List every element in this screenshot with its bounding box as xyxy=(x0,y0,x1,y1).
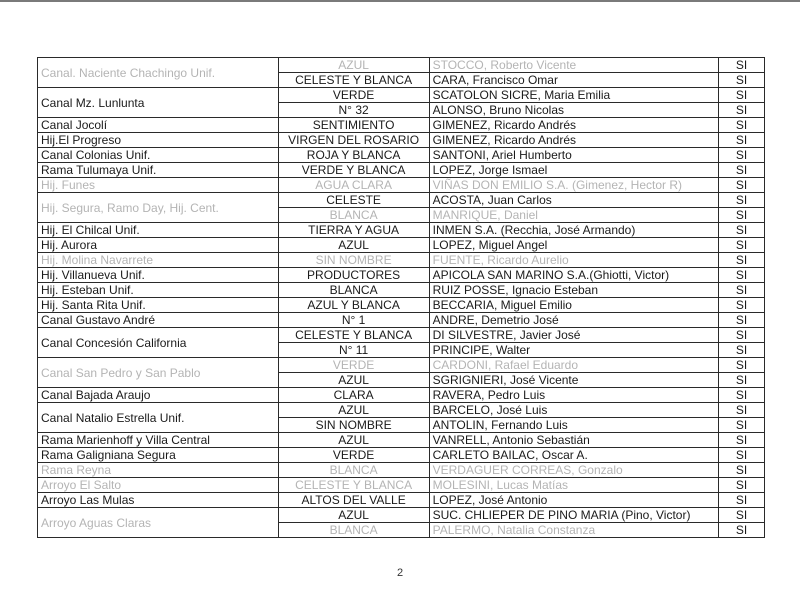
canal-name-cell: Arroyo El Salto xyxy=(38,478,279,493)
color-name-cell: BLANCA xyxy=(278,463,429,478)
canal-name-cell: Canal. Naciente Chachingo Unif. xyxy=(38,58,279,88)
table-row xyxy=(38,133,765,148)
table-row xyxy=(38,253,765,268)
table-row xyxy=(38,463,765,478)
table-row xyxy=(38,193,765,208)
approval-flag-cell: SI xyxy=(719,298,765,313)
approval-flag-cell: SI xyxy=(719,358,765,373)
approval-flag-cell: SI xyxy=(719,118,765,133)
table-row xyxy=(38,508,765,523)
approval-flag-cell: SI xyxy=(719,163,765,178)
color-name-cell: BLANCA xyxy=(278,208,429,223)
canal-name-cell: Hij. Aurora xyxy=(38,238,279,253)
canal-name-cell: Hij. Molina Navarrete xyxy=(38,253,279,268)
table-row xyxy=(38,433,765,448)
canal-name-cell: Canal Jocolí xyxy=(38,118,279,133)
owner-name-cell: ACOSTA, Juan Carlos xyxy=(429,193,719,208)
table-row xyxy=(38,283,765,298)
table-row xyxy=(38,118,765,133)
page-top-rule xyxy=(0,0,800,2)
approval-flag-cell: SI xyxy=(719,223,765,238)
approval-flag-cell: SI xyxy=(719,478,765,493)
color-name-cell: N° 1 xyxy=(278,313,429,328)
canal-name-cell: Rama Tulumaya Unif. xyxy=(38,163,279,178)
approval-flag-cell: SI xyxy=(719,253,765,268)
table-row xyxy=(38,88,765,103)
table-row xyxy=(38,313,765,328)
canal-name-cell: Hij. Segura, Ramo Day, Hij. Cent. xyxy=(38,193,279,223)
owner-name-cell: ALONSO, Bruno Nicolas xyxy=(429,103,719,118)
owner-name-cell: GIMENEZ, Ricardo Andrés xyxy=(429,118,719,133)
color-name-cell: CELESTE Y BLANCA xyxy=(278,328,429,343)
table-row xyxy=(38,268,765,283)
owner-name-cell: MOLESINI, Lucas Matías xyxy=(429,478,719,493)
table-row xyxy=(38,328,765,343)
approval-flag-cell: SI xyxy=(719,268,765,283)
approval-flag-cell: SI xyxy=(719,133,765,148)
owner-name-cell: MANRIQUE, Daniel xyxy=(429,208,719,223)
table-row xyxy=(38,238,765,253)
table-row xyxy=(38,358,765,373)
canal-name-cell: Hij.El Progreso xyxy=(38,133,279,148)
owner-name-cell: VIÑAS DON EMILIO S.A. (Gimenez, Hector R) xyxy=(429,178,719,193)
owner-name-cell: APICOLA SAN MARINO S.A.(Ghiotti, Victor) xyxy=(429,268,719,283)
color-name-cell: AZUL Y BLANCA xyxy=(278,298,429,313)
approval-flag-cell: SI xyxy=(719,493,765,508)
approval-flag-cell: SI xyxy=(719,313,765,328)
color-name-cell: SENTIMIENTO xyxy=(278,118,429,133)
table-row xyxy=(38,298,765,313)
owner-name-cell: BARCELO, José Luis xyxy=(429,403,719,418)
table-row xyxy=(38,58,765,73)
canal-name-cell: Arroyo Las Mulas xyxy=(38,493,279,508)
table-row xyxy=(38,223,765,238)
canal-name-cell: Canal Bajada Araujo xyxy=(38,388,279,403)
approval-flag-cell: SI xyxy=(719,403,765,418)
canal-name-cell: Rama Galigniana Segura xyxy=(38,448,279,463)
owner-name-cell: DI SILVESTRE, Javier José xyxy=(429,328,719,343)
color-name-cell: VERDE xyxy=(278,88,429,103)
approval-flag-cell: SI xyxy=(719,373,765,388)
owner-name-cell: ANTOLIN, Fernando Luis xyxy=(429,418,719,433)
owner-name-cell: FUENTE, Ricardo Aurelio xyxy=(429,253,719,268)
table-row xyxy=(38,403,765,418)
color-name-cell: AZUL xyxy=(278,373,429,388)
canal-name-cell: Rama Marienhoff y Villa Central xyxy=(38,433,279,448)
document-sheet xyxy=(37,57,765,538)
approval-flag-cell: SI xyxy=(719,388,765,403)
owner-name-cell: ANDRE, Demetrio José xyxy=(429,313,719,328)
owner-name-cell: PRINCIPE, Walter xyxy=(429,343,719,358)
color-name-cell: N° 11 xyxy=(278,343,429,358)
approval-flag-cell: SI xyxy=(719,238,765,253)
color-name-cell: AZUL xyxy=(278,238,429,253)
color-name-cell: SIN NOMBRE xyxy=(278,418,429,433)
color-name-cell: AZUL xyxy=(278,508,429,523)
color-name-cell: SIN NOMBRE xyxy=(278,253,429,268)
approval-flag-cell: SI xyxy=(719,328,765,343)
owner-name-cell: RAVERA, Pedro Luis xyxy=(429,388,719,403)
owner-name-cell: SGRIGNIERI, José Vicente xyxy=(429,373,719,388)
page-number: 2 xyxy=(396,567,404,579)
owner-name-cell: LOPEZ, Jorge Ismael xyxy=(429,163,719,178)
color-name-cell: TIERRA Y AGUA xyxy=(278,223,429,238)
approval-flag-cell: SI xyxy=(719,58,765,73)
canal-name-cell: Canal Colonias Unif. xyxy=(38,148,279,163)
owner-name-cell: VERDAGUER CORREAS, Gonzalo xyxy=(429,463,719,478)
approval-flag-cell: SI xyxy=(719,103,765,118)
approval-flag-cell: SI xyxy=(719,178,765,193)
color-name-cell: BLANCA xyxy=(278,283,429,298)
color-name-cell: ALTOS DEL VALLE xyxy=(278,493,429,508)
color-name-cell: PRODUCTORES xyxy=(278,268,429,283)
color-name-cell: N° 32 xyxy=(278,103,429,118)
owner-name-cell: STOCCO, Roberto Vicente xyxy=(429,58,719,73)
table-row xyxy=(38,478,765,493)
owner-name-cell: CARA, Francisco Omar xyxy=(429,73,719,88)
table-row xyxy=(38,148,765,163)
owner-name-cell: BECCARIA, Miguel Emilio xyxy=(429,298,719,313)
owner-name-cell: SANTONI, Ariel Humberto xyxy=(429,148,719,163)
color-name-cell: VERDE Y BLANCA xyxy=(278,163,429,178)
registry-table xyxy=(37,57,765,538)
approval-flag-cell: SI xyxy=(719,73,765,88)
color-name-cell: CELESTE xyxy=(278,193,429,208)
table-row xyxy=(38,178,765,193)
registry-table-body xyxy=(38,58,765,538)
approval-flag-cell: SI xyxy=(719,418,765,433)
owner-name-cell: PALERMO, Natalia Constanza xyxy=(429,523,719,538)
canal-name-cell: Canal Gustavo André xyxy=(38,313,279,328)
owner-name-cell: VANRELL, Antonio Sebastián xyxy=(429,433,719,448)
canal-name-cell: Hij. El Chilcal Unif. xyxy=(38,223,279,238)
approval-flag-cell: SI xyxy=(719,88,765,103)
canal-name-cell: Hij. Villanueva Unif. xyxy=(38,268,279,283)
canal-name-cell: Canal San Pedro y San Pablo xyxy=(38,358,279,388)
color-name-cell: VERDE xyxy=(278,358,429,373)
color-name-cell: VIRGEN DEL ROSARIO xyxy=(278,133,429,148)
owner-name-cell: SUC. CHLIEPER DE PINO MARIA (Pino, Victor) xyxy=(429,508,719,523)
approval-flag-cell: SI xyxy=(719,208,765,223)
canal-name-cell: Canal Mz. Lunlunta xyxy=(38,88,279,118)
color-name-cell: CLARA xyxy=(278,388,429,403)
approval-flag-cell: SI xyxy=(719,463,765,478)
color-name-cell: BLANCA xyxy=(278,523,429,538)
color-name-cell: CELESTE Y BLANCA xyxy=(278,73,429,88)
table-row xyxy=(38,163,765,178)
owner-name-cell: LOPEZ, José Antonio xyxy=(429,493,719,508)
table-row xyxy=(38,493,765,508)
approval-flag-cell: SI xyxy=(719,433,765,448)
approval-flag-cell: SI xyxy=(719,283,765,298)
approval-flag-cell: SI xyxy=(719,343,765,358)
canal-name-cell: Hij. Funes xyxy=(38,178,279,193)
owner-name-cell: SCATOLON SICRE, Maria Emilia xyxy=(429,88,719,103)
color-name-cell: AZUL xyxy=(278,58,429,73)
owner-name-cell: CARDONI, Rafael Eduardo xyxy=(429,358,719,373)
owner-name-cell: RUIZ POSSE, Ignacio Esteban xyxy=(429,283,719,298)
canal-name-cell: Canal Natalio Estrella Unif. xyxy=(38,403,279,433)
color-name-cell: VERDE xyxy=(278,448,429,463)
approval-flag-cell: SI xyxy=(719,193,765,208)
canal-name-cell: Canal Concesión California xyxy=(38,328,279,358)
table-row xyxy=(38,388,765,403)
approval-flag-cell: SI xyxy=(719,523,765,538)
owner-name-cell: GIMENEZ, Ricardo Andrés xyxy=(429,133,719,148)
approval-flag-cell: SI xyxy=(719,508,765,523)
approval-flag-cell: SI xyxy=(719,448,765,463)
color-name-cell: AZUL xyxy=(278,433,429,448)
approval-flag-cell: SI xyxy=(719,148,765,163)
color-name-cell: AGUA CLARA xyxy=(278,178,429,193)
color-name-cell: ROJA Y BLANCA xyxy=(278,148,429,163)
owner-name-cell: LOPEZ, Miguel Angel xyxy=(429,238,719,253)
color-name-cell: CELESTE Y BLANCA xyxy=(278,478,429,493)
owner-name-cell: CARLETO BAILAC, Oscar A. xyxy=(429,448,719,463)
owner-name-cell: INMEN S.A. (Recchia, José Armando) xyxy=(429,223,719,238)
color-name-cell: AZUL xyxy=(278,403,429,418)
canal-name-cell: Hij. Santa Rita Unif. xyxy=(38,298,279,313)
canal-name-cell: Arroyo Aguas Claras xyxy=(38,508,279,538)
canal-name-cell: Rama Reyna xyxy=(38,463,279,478)
canal-name-cell: Hij. Esteban Unif. xyxy=(38,283,279,298)
table-row xyxy=(38,448,765,463)
